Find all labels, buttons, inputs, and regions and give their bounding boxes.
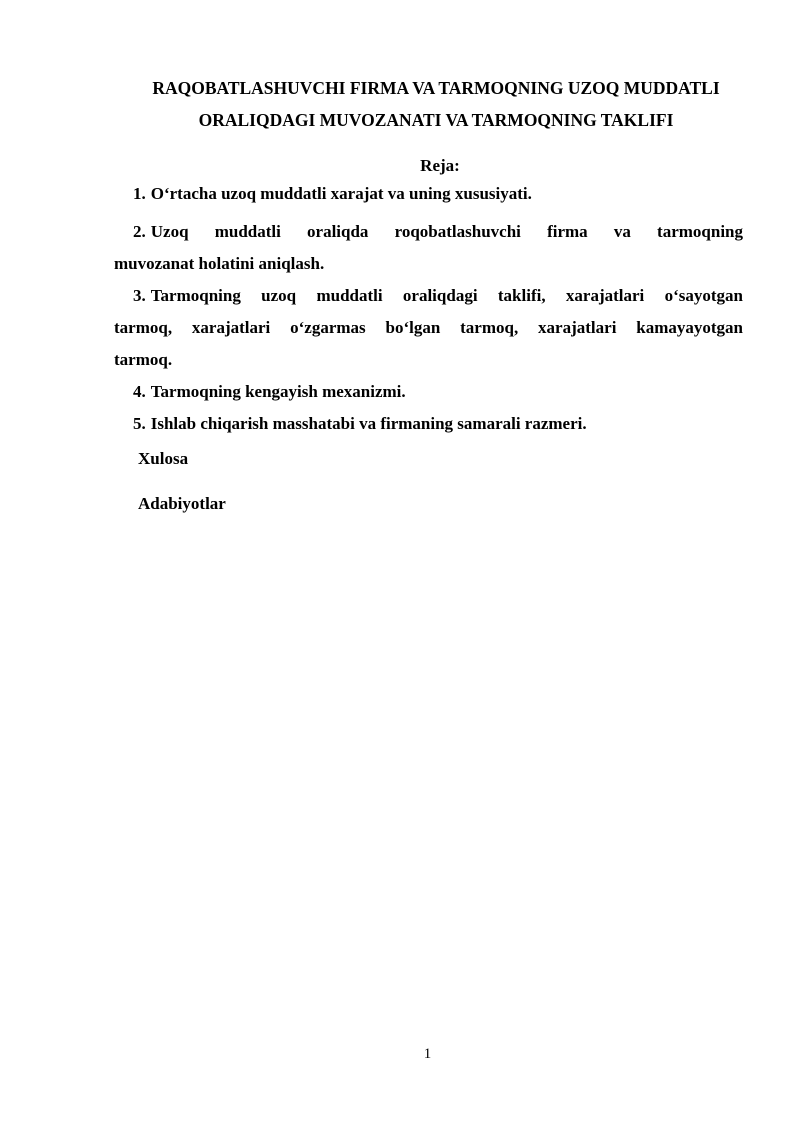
plan-item-3-line-1 <box>133 285 743 307</box>
plan-item-3-line-2: tarmoq, xarajatlari o‘zgarmas bo‘lgan tarmoq, xarajatlari kamayayotgan <box>114 318 743 337</box>
plan-item-number: 4. <box>133 382 146 401</box>
plan-item-text: Uzoq muddatli oraliqda roqobatlashuvchi firma va tarmoqning <box>150 222 743 241</box>
page-number: 1 <box>423 1046 432 1062</box>
document-title-line-2: ORALIQDAGI MUVOZANATI VA TARMOQNING TAKLIFI <box>198 110 674 130</box>
plan-item-text: Ishlab chiqarish masshatabi va firmaning samarali razmeri. <box>150 414 587 433</box>
document-title-line-1: RAQOBATLASHUVCHI FIRMA VA TARMOQNING UZOQ MUDDATLI <box>152 78 720 98</box>
plan-item-2-line-2: muvozanat holatini aniqlash. <box>114 254 325 273</box>
conclusion-heading: Xulosa <box>138 449 189 468</box>
plan-heading <box>100 156 772 176</box>
plan-item-text: Tarmoqning uzoq muddatli oraliqdagi taklifi, xarajatlari o‘sayotgan <box>150 286 743 305</box>
plan-item-number: 1. <box>133 184 146 203</box>
plan-item-number: 3. <box>133 286 146 305</box>
plan-item-2-line-1 <box>133 221 743 243</box>
plan-item-text: Tarmoqning kengayish mexanizmi. <box>150 382 406 401</box>
plan-item-number: 2. <box>133 222 146 241</box>
plan-item-3-line-3: tarmoq. <box>114 350 173 369</box>
plan-item-5 <box>133 413 587 435</box>
references-heading: Adabiyotlar <box>138 494 226 513</box>
plan-heading-text: Reja: <box>420 156 460 175</box>
plan-item-text: O‘rtacha uzoq muddatli xarajat va uning xususiyati. <box>150 184 532 203</box>
plan-item-4 <box>133 381 406 403</box>
plan-item-1 <box>133 183 532 205</box>
plan-item-number: 5. <box>133 414 146 433</box>
